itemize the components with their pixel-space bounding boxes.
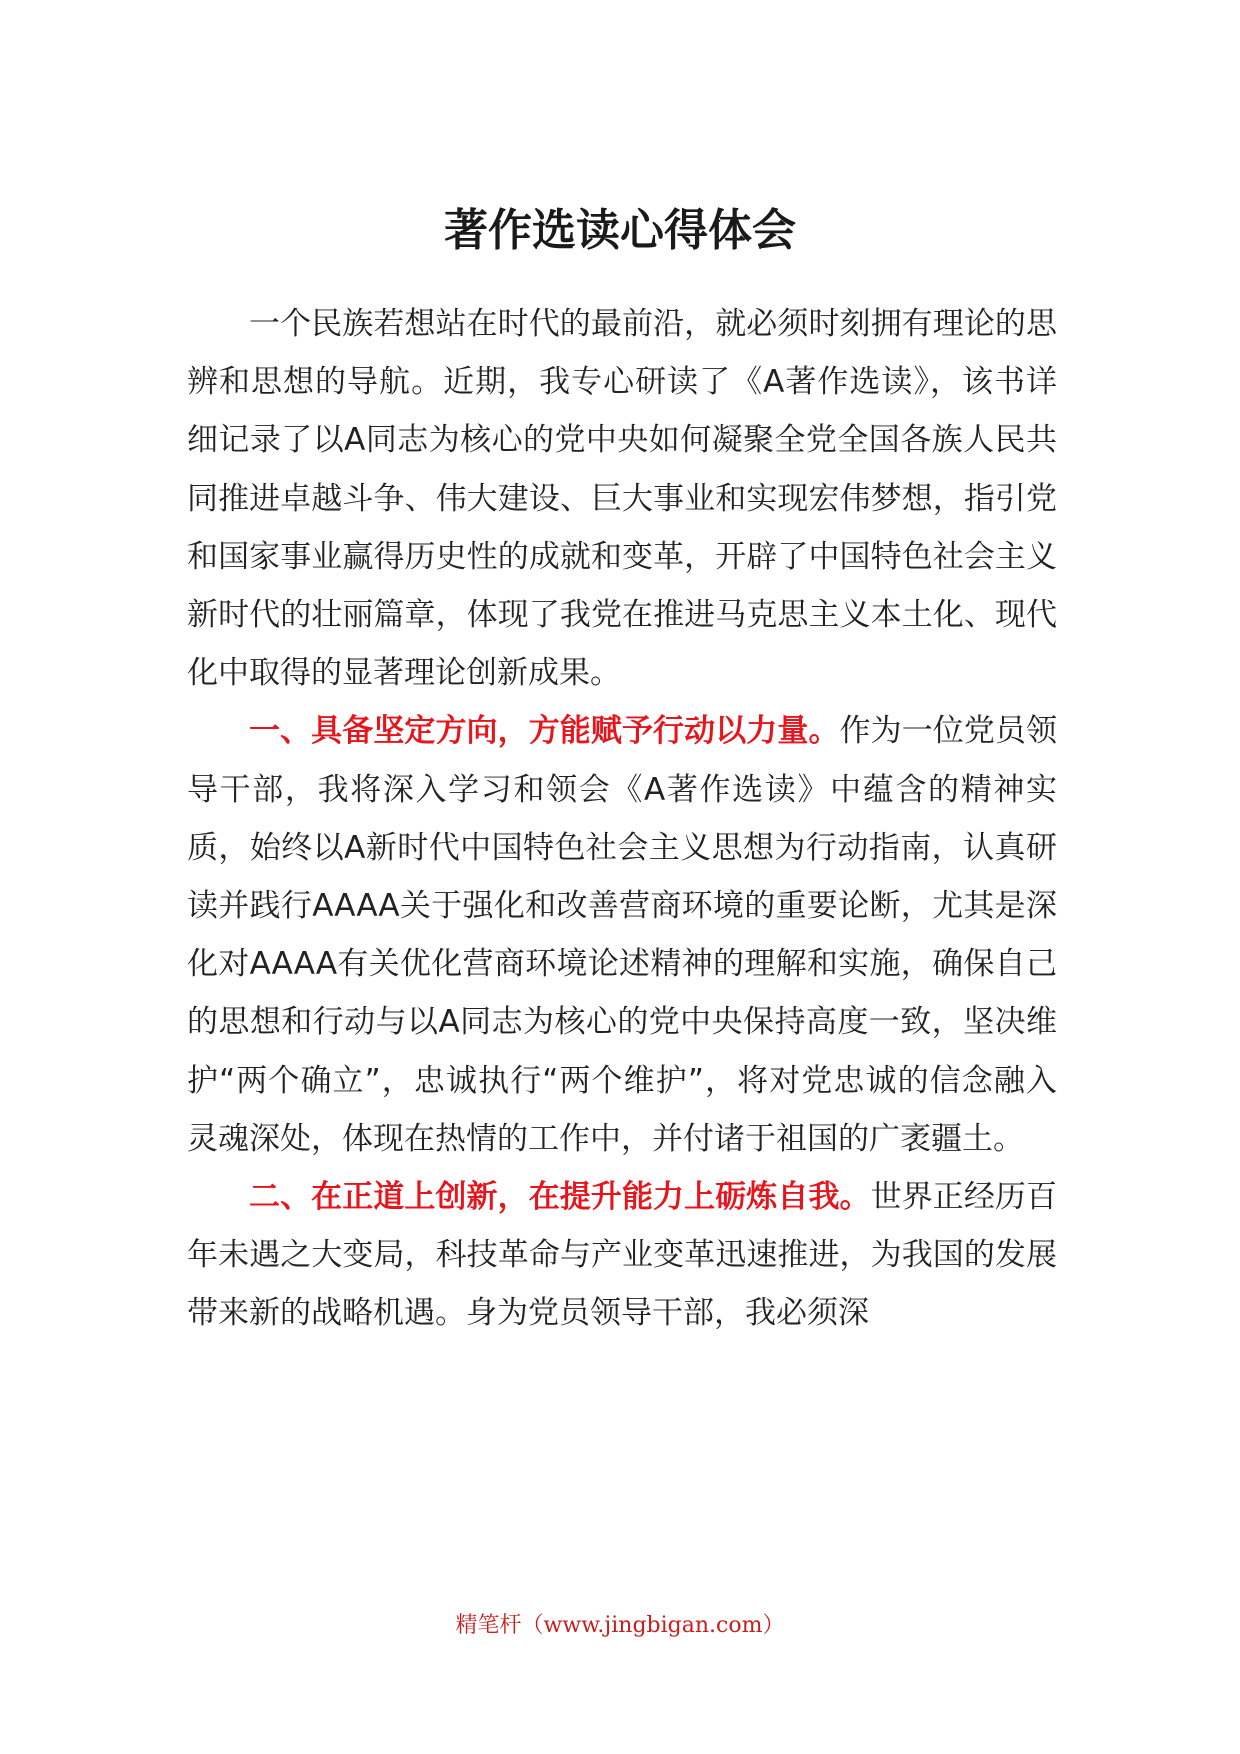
section-2-text: 世界正经历百年未遇之大变局，科技革命与产业变革迅速推进，为我国的发展带来新的战略机遇。身为党员领导干部，我必须深	[187, 1179, 1058, 1332]
document-body	[187, 295, 1057, 1343]
section-1-text: 作为一位党员领导干部，我将深入学习和领会《A著作选读》中蕴含的精神实质，始终以A新时代中国特色社会主义思想为行动指南，认真研读并践行AAAA关于强化和改善营商环境的重要论断，尤其是深化对AAAA有关优化营商环境论述精神的理解和实施，确保自己的思想和行动与以A同志为核心的党中央保持高度一致，坚决维护“两个确立”，忠诚执行“两个维护”，将对党忠诚的信念融入灵魂深处，体现在热情的工作中，并付诸于祖国的广袤疆土。	[187, 713, 1058, 1157]
section-2-heading: 二、在正道上创新，在提升能力上砺炼自我。	[249, 1179, 871, 1216]
paragraph-section-2	[187, 1168, 1057, 1343]
section-1-heading: 一、具备坚定方向，方能赋予行动以力量。	[249, 713, 840, 750]
paragraph-intro	[187, 295, 1057, 702]
paragraph-section-1	[187, 702, 1057, 1168]
footer-source: 精笔杆（www.jingbigan.com）	[455, 1613, 785, 1638]
paragraph-intro-text: 一个民族若想站在时代的最前沿，就必须时刻拥有理论的思辨和思想的导航。近期，我专心研读了《A著作选读》，该书详细记录了以A同志为核心的党中央如何凝聚全党全国各族人民共同推进卓越斗争、伟大建设、巨大事业和实现宏伟梦想，指引党和国家事业赢得历史性的成就和变革，开辟了中国特色社会主义新时代的壮丽篇章，体现了我党在推进马克思主义本土化、现代化中取得的显著理论创新成果。	[187, 306, 1057, 692]
document-title: 著作选读心得体会	[444, 205, 796, 256]
